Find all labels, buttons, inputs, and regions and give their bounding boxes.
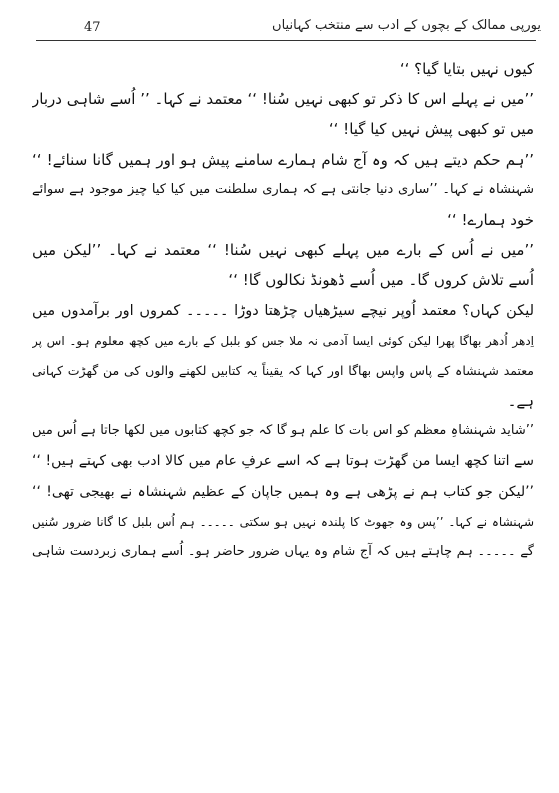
body-text (32, 54, 534, 567)
text-line: ’’لیکن جو کتاب ہم نے پڑھی ہے وہ ہمیں جاپان کے عظیم شہنشاہ نے بھیجی تھی! ‘‘ (32, 483, 534, 500)
page-number: 47 (84, 20, 101, 35)
text-line: اِدھر اُدھر بھاگا پھرا لیکن کوئی ایسا آدمی نہ ملا جس کو بلبل کے بارے میں کچھ معلوم ہو۔ اس پر (32, 333, 534, 348)
text-line: ’’ہم حکم دیتے ہیں کہ وہ آج شام ہمارے سامنے پیش ہو اور ہمیں گانا سنائے! ‘‘ (32, 150, 534, 169)
text-line: معتمد شہنشاہ کے پاس واپس بھاگا اور کہا کہ یقیناً یہ کتابیں لکھنے والوں کی من گھڑت کہانی (32, 362, 534, 378)
text-line: میں تو کبھی پیش نہیں کیا گیا! ‘‘ (328, 120, 534, 139)
text-line: گے ۔۔۔۔۔ ہم چاہتے ہیں کہ آج شام وہ یہاں ضرور حاضر ہو۔ اُسے ہماری زبردست شاہی (32, 544, 534, 559)
text-line: لیکن کہاں؟ معتمد اُوپر نیچے سیڑھیاں چڑھتا دوڑا ۔۔۔۔۔ کمروں اور برآمدوں میں (32, 302, 534, 319)
text-line: کیوں نہیں بتایا گیا؟ ‘‘ (399, 60, 534, 78)
text-line: سے اتنا کچھ ایسا من گھڑت ہوتا ہے کہ اسے عرفِ عام میں کالا ادب بھی کہتے ہیں! ‘‘ (32, 453, 534, 470)
header-rule (36, 40, 536, 41)
text-line: ’’شاید شہنشاہِ معظم کو اس بات کا علم ہو گا کہ جو کچھ کتابوں میں لکھا جاتا ہے اُس میں (32, 423, 534, 439)
text-line: ’’میں نے پہلے اس کا ذکر تو کبھی نہیں سُنا! ‘‘ معتمد نے کہا۔ ’’ اُسے شاہی دربار (32, 90, 534, 109)
text-line: ہے۔ (507, 392, 534, 411)
text-line: خود ہمارے! ‘‘ (447, 210, 534, 229)
text-line: شہنشاہ نے کہا۔ ’’ساری دنیا جانتی ہے کہ ہماری سلطنت میں کیا کیا چیز موجود ہے سوائے (32, 181, 534, 197)
text-line: اُسے تلاش کروں گا۔ میں اُسے ڈھونڈ نکالوں گا! ‘‘ (228, 271, 534, 290)
text-line: شہنشاہ نے کہا۔ ’’پس وہ جھوٹ کا پلندہ نہیں ہو سکتی ۔۔۔۔۔ ہم اُس بلبل کا گانا ضرور سُنیں (32, 514, 534, 529)
running-title: یورپی ممالک کے بچوں کے ادب سے منتخب کہانیاں (272, 18, 541, 33)
text-line: ’’میں نے اُس کے بارے میں پہلے کبھی نہیں سُنا! ‘‘ معتمد نے کہا۔ ’’لیکن میں (32, 241, 534, 260)
